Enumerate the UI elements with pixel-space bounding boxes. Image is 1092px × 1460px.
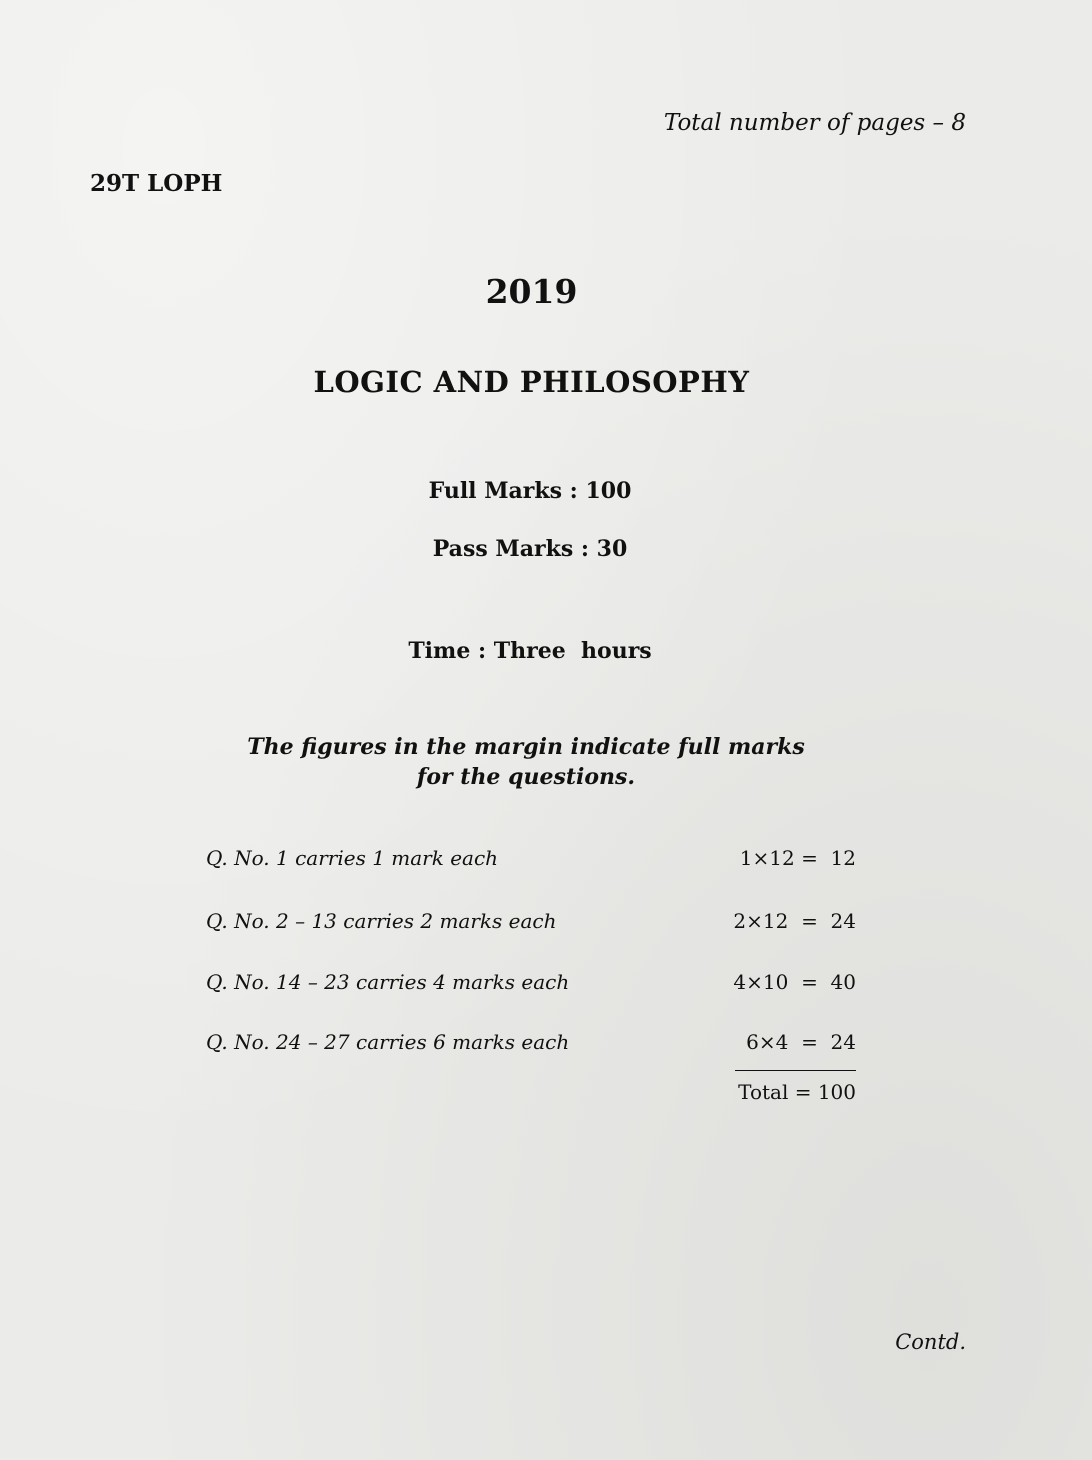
schedule-row-label: Q. No. 14 – 23 carries 4 marks each — [206, 970, 570, 994]
total-marks: Total = 100 — [738, 1080, 856, 1104]
schedule-row-label: Q. No. 24 – 27 carries 6 marks each — [206, 1030, 570, 1054]
schedule-row-label: Q. No. 2 – 13 carries 2 marks each — [206, 909, 557, 933]
schedule-row-calc: 6×4 = 24 — [746, 1030, 856, 1054]
marks-instruction — [0, 732, 1052, 792]
total-pages-note: Total number of pages – 8 — [663, 110, 966, 136]
instruction-line-2: for the questions. — [416, 764, 636, 790]
schedule-row-label: Q. No. 1 carries 1 mark each — [206, 846, 499, 870]
total-divider — [735, 1070, 856, 1071]
schedule-row-calc: 2×12 = 24 — [733, 909, 856, 933]
schedule-row — [206, 909, 856, 940]
subject-title: LOGIC AND PHILOSOPHY — [313, 365, 750, 399]
paper-code: 29T LOPH — [90, 170, 223, 197]
schedule-row — [206, 846, 856, 877]
schedule-row — [206, 970, 856, 1001]
schedule-row-calc: 1×12 = 12 — [739, 846, 856, 870]
continued-note: Contd. — [895, 1330, 966, 1354]
mark-schedule — [206, 846, 856, 1061]
instruction-line-1: The figures in the margin indicate full marks — [247, 734, 805, 760]
schedule-row — [206, 1030, 856, 1061]
exam-time: Time : Three hours — [408, 638, 652, 664]
exam-year: 2019 — [485, 272, 578, 311]
schedule-row-calc: 4×10 = 40 — [733, 970, 856, 994]
full-marks: Full Marks : 100 — [428, 478, 632, 504]
pass-marks: Pass Marks : 30 — [432, 536, 628, 562]
